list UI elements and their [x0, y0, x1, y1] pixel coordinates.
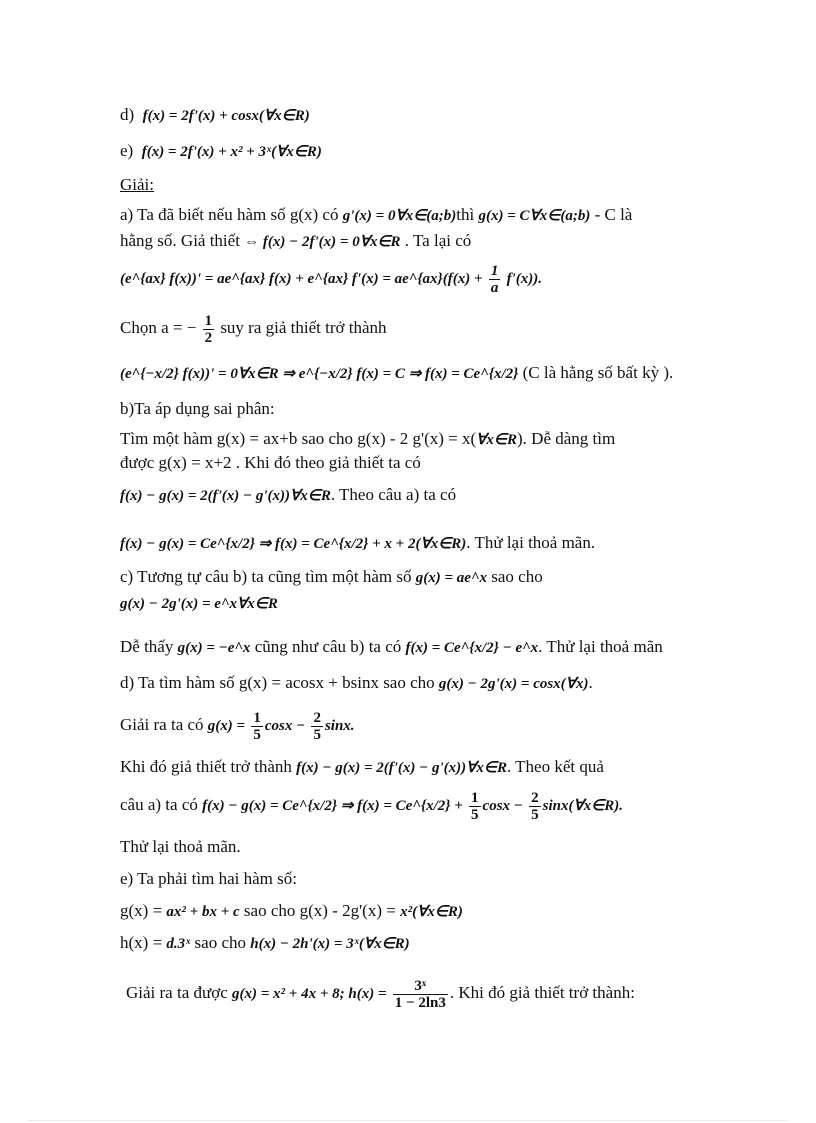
solution-heading-line	[120, 174, 698, 196]
solution-heading: Giải:	[120, 175, 154, 194]
para-d-line-3	[120, 756, 698, 779]
numerator: 2	[313, 709, 321, 726]
text: b)Ta áp dụng sai phân:	[120, 399, 275, 418]
formula: g(x) =	[207, 718, 246, 734]
text: h(x) =	[120, 933, 163, 952]
formula: (e^{ax} f(x))' = ae^{ax} f(x) + e^{ax} f'(x) = ae^{ax}(f(x) +	[120, 271, 483, 287]
text: . Thử lại thoả mãn.	[466, 533, 596, 552]
text: sao cho g(x) - 2g'(x) =	[243, 901, 396, 920]
formula: sinx.	[324, 718, 355, 734]
para-a-line-2	[120, 230, 698, 253]
fraction-one-fifth	[251, 710, 263, 743]
text: . Theo kết quả	[506, 757, 604, 776]
para-e-line-1	[120, 868, 698, 890]
formula: cosx −	[482, 798, 523, 814]
text: (C là hằng số bất kỳ ).	[522, 363, 674, 382]
fraction-one-half	[203, 313, 215, 346]
label-e: e)	[120, 141, 134, 160]
formula: f(x) = Ce^{x/2} − e^x	[405, 640, 539, 656]
formula: g(x) − 2g'(x) = e^x∀x∈R	[120, 596, 278, 612]
text: a) Ta đã biết nếu hàm số g(x) có	[120, 205, 339, 224]
text: Tìm một hàm g(x) = ax+b sao cho g(x) - 2 g'(x) = x(	[120, 429, 477, 448]
formula: cosx −	[264, 718, 306, 734]
para-a-line-1	[120, 204, 698, 227]
formula: f(x) − g(x) = 2(f'(x) − g'(x))∀x∈R	[296, 760, 507, 776]
para-d-line-5	[120, 836, 698, 858]
text: Thử lại thoả mãn.	[120, 837, 241, 856]
text: d) Ta tìm hàm số g(x) = acosx + bsinx sao cho	[120, 673, 435, 692]
denominator: 5	[531, 806, 539, 823]
text: Giải ra ta được	[126, 983, 228, 1002]
text: thì	[456, 205, 475, 224]
formula: g(x) = x² + 4x + 8; h(x) =	[232, 986, 387, 1002]
text: ). Dễ dàng tìm	[517, 429, 616, 448]
page-bottom-rule	[28, 1120, 788, 1121]
formula-e: f(x) = 2f'(x) + x² + 3ˣ(∀x∈R)	[141, 144, 322, 160]
text: . Khi đó giả thiết trở thành:	[449, 983, 635, 1002]
label-d: d)	[120, 105, 135, 124]
formula: ⇔ f(x) − 2f'(x) = 0∀x∈R	[244, 234, 401, 250]
formula: f(x) − g(x) = 2(f'(x) − g'(x))∀x∈R	[120, 488, 331, 504]
text: Giải ra ta có	[120, 715, 204, 734]
text: - C là	[594, 205, 633, 224]
denominator: 5	[471, 806, 479, 823]
denominator: 5	[313, 726, 321, 743]
formula: g(x) = ae^x	[415, 570, 487, 586]
formula: f'(x)).	[506, 271, 542, 287]
para-d-line-2	[120, 700, 698, 750]
fraction-two-fifths	[311, 710, 323, 743]
formula: ∀x∈R	[476, 432, 518, 448]
numerator: 1	[253, 709, 261, 726]
formula: (e^{−x/2} f(x))' = 0∀x∈R ⇒ e^{−x/2} f(x) = C ⇒ f(x) = Ce^{x/2}	[120, 366, 519, 382]
para-c-line-2	[120, 592, 698, 615]
numerator: 1	[204, 312, 213, 329]
text: được g(x) = x+2 . Khi đó theo giả thiết ta có	[120, 453, 421, 472]
formula: d.3ˣ	[166, 936, 191, 952]
para-b-line-1	[120, 398, 698, 420]
para-e-line-3	[120, 932, 698, 955]
fraction-h	[393, 978, 448, 1011]
text: . Theo câu a) ta có	[330, 485, 457, 504]
formula-d: f(x) = 2f'(x) + cosx(∀x∈R)	[142, 108, 310, 124]
line-part-d	[120, 104, 698, 127]
text: e) Ta phải tìm hai hàm số:	[120, 869, 297, 888]
fraction-one-fifth	[469, 790, 481, 823]
text: Dễ thấy	[120, 637, 174, 656]
formula: f(x) − g(x) = Ce^{x/2} ⇒ f(x) = Ce^{x/2} + x + 2(∀x∈R)	[120, 536, 467, 552]
numerator: 2	[531, 789, 539, 806]
text: hằng số. Giả thiết	[120, 231, 240, 250]
denominator: a	[490, 279, 499, 296]
formula: g(x) = −e^x	[177, 640, 251, 656]
text: sao cho	[491, 567, 543, 586]
numerator: 3ˣ	[393, 978, 448, 995]
para-a-line-3	[120, 258, 698, 298]
para-e-line-2	[120, 900, 698, 923]
fraction-1-over-a	[489, 263, 501, 296]
para-b-line-5	[120, 532, 698, 555]
para-b-line-4	[120, 484, 698, 507]
text: Chọn a = −	[120, 318, 197, 337]
formula: g(x) − 2g'(x) = cosx(∀x)	[438, 676, 589, 692]
text: c) Tương tự câu b) ta cũng tìm một hàm số	[120, 567, 412, 586]
formula: sinx(∀x∈R).	[542, 798, 624, 814]
formula: x²(∀x∈R)	[400, 904, 463, 920]
para-c-line-1	[120, 566, 698, 589]
para-c-line-3	[120, 636, 698, 659]
text: cũng như câu b) ta có	[254, 637, 402, 656]
fraction-two-fifths	[529, 790, 541, 823]
para-d-line-1	[120, 672, 698, 695]
text: . Thử lại thoả mãn	[538, 637, 663, 656]
denominator: 2	[204, 329, 213, 346]
formula: g'(x) = 0∀x∈(a;b)	[342, 208, 457, 224]
text: câu a) ta có	[120, 795, 198, 814]
formula: ax² + bx + c	[166, 904, 240, 920]
line-part-e	[120, 140, 698, 163]
text: .	[588, 673, 593, 692]
denominator: 5	[253, 726, 261, 743]
para-b-line-2	[120, 428, 698, 451]
numerator: 1	[471, 789, 479, 806]
text: . Ta lại có	[404, 231, 472, 250]
text: suy ra giả thiết trở thành	[220, 318, 387, 337]
formula: f(x) − g(x) = Ce^{x/2} ⇒ f(x) = Ce^{x/2} +	[202, 798, 463, 814]
formula: h(x) − 2h'(x) = 3ˣ(∀x∈R)	[250, 936, 410, 952]
para-b-line-3	[120, 452, 698, 474]
para-a-line-4	[120, 308, 698, 348]
numerator: 1	[490, 262, 499, 279]
text: g(x) =	[120, 901, 163, 920]
para-a-line-5	[120, 362, 698, 385]
para-e-line-4	[126, 968, 704, 1018]
text: sao cho	[194, 933, 246, 952]
para-d-line-4	[120, 780, 698, 830]
formula: g(x) = C∀x∈(a;b)	[478, 208, 591, 224]
text: Khi đó giả thiết trở thành	[120, 757, 292, 776]
denominator: 1 − 2ln3	[394, 994, 446, 1011]
